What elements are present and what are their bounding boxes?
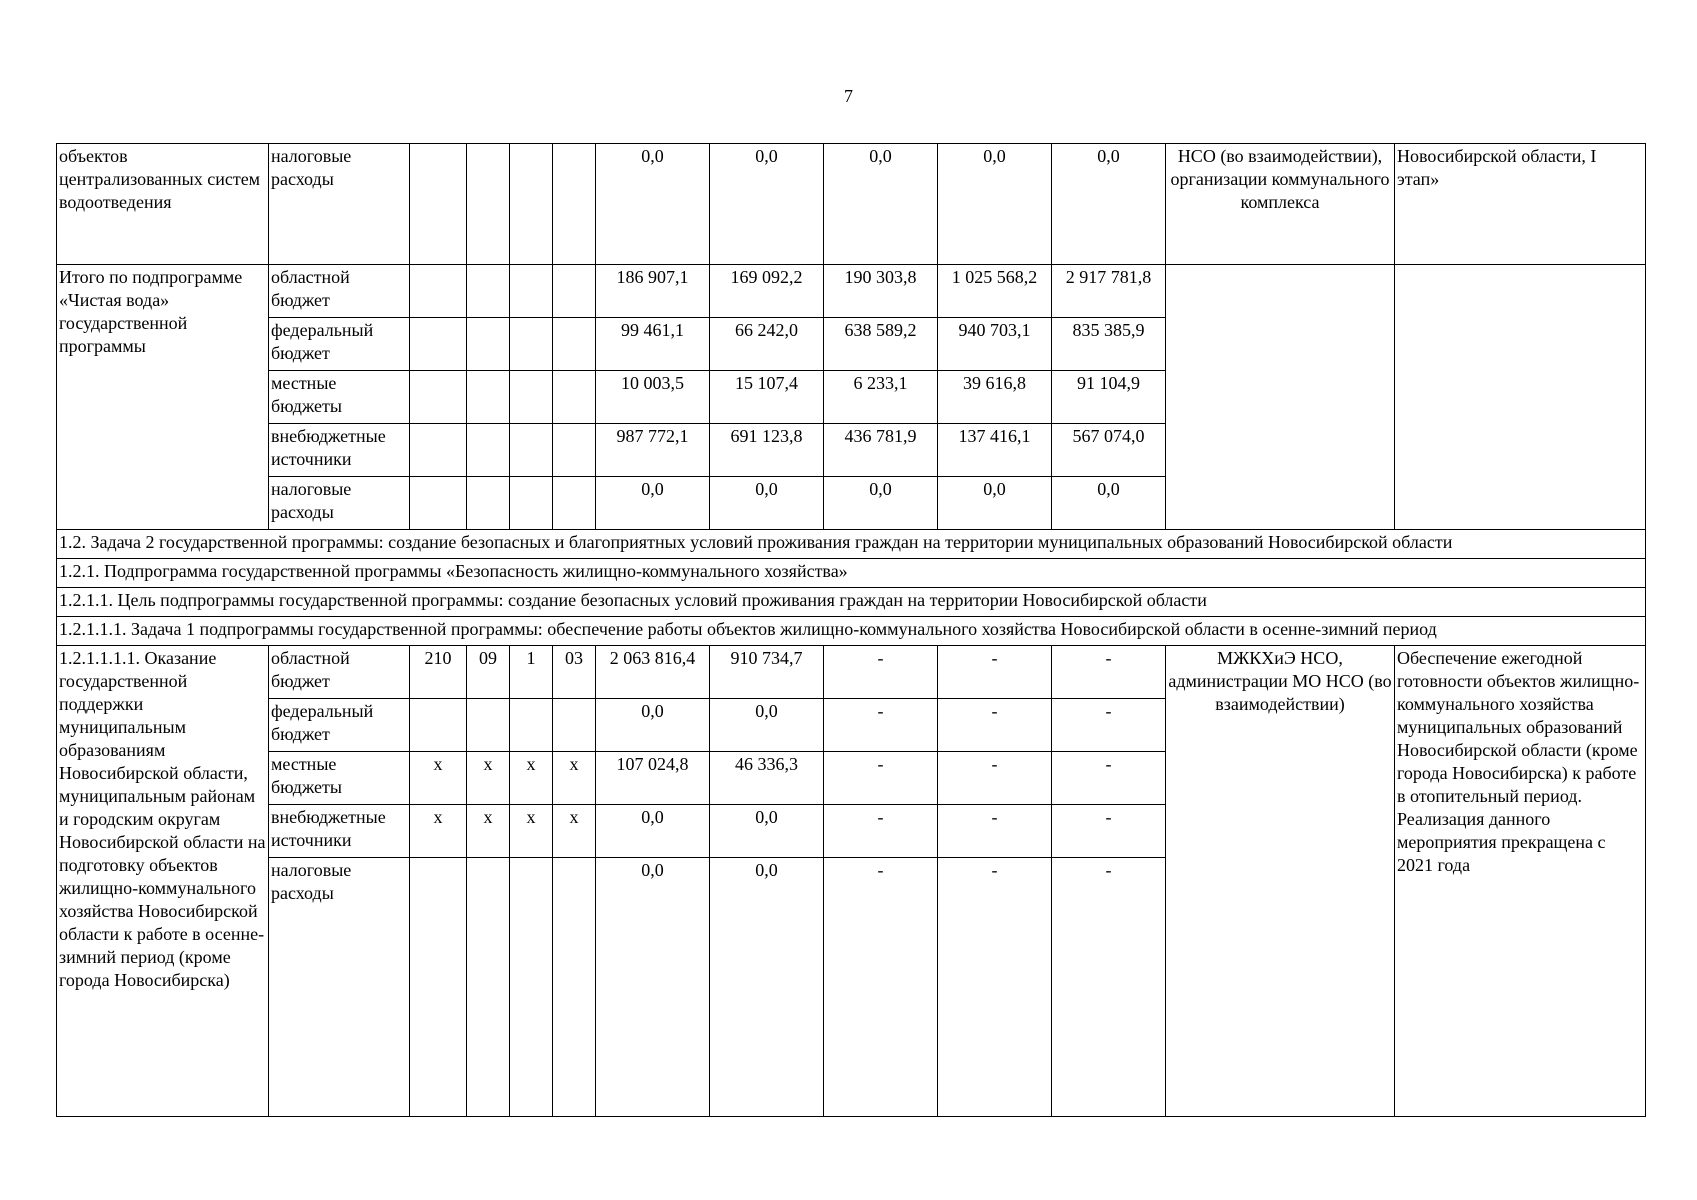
funding-source: федеральный бюджет: [269, 699, 410, 752]
value-cell: 0,0: [596, 144, 710, 265]
value-cell: -: [1052, 858, 1166, 1117]
value-cell: 10 003,5: [596, 371, 710, 424]
section-heading: 1.2.1.1.1. Задача 1 подпрограммы государственной программы: обеспечение работы объектов жилищно-коммунального хозяйства Новосибирской области в осенне-зимний период: [57, 617, 1646, 646]
funding-source: налоговые расходы: [269, 477, 410, 530]
funding-source: областной бюджет: [269, 646, 410, 699]
value-cell: -: [938, 752, 1052, 805]
code-cell: x: [467, 805, 510, 858]
funding-source: местные бюджеты: [269, 371, 410, 424]
code-cell: [553, 699, 596, 752]
value-cell: 0,0: [596, 699, 710, 752]
result-cell: Обеспечение ежегодной готовности объектов жилищно-коммунального хозяйства муниципальных образований Новосибирской области (кроме города Новосибирска) к работе в отопительный период. Реализация данного мероприятия прекращена с 2021 года: [1395, 646, 1646, 1117]
value-cell: -: [938, 805, 1052, 858]
table-row: [57, 559, 1646, 588]
value-cell: 638 589,2: [824, 318, 938, 371]
value-cell: 0,0: [824, 477, 938, 530]
value-cell: 940 703,1: [938, 318, 1052, 371]
code-cell: 09: [467, 646, 510, 699]
table-row: [57, 530, 1646, 559]
value-cell: -: [938, 699, 1052, 752]
code-cell: [467, 858, 510, 1117]
funding-source: налоговые расходы: [269, 858, 410, 1117]
code-cell: [510, 858, 553, 1117]
value-cell: -: [1052, 699, 1166, 752]
value-cell: 1 025 568,2: [938, 265, 1052, 318]
funding-source: областной бюджет: [269, 265, 410, 318]
measure-name: объектов централизованных систем водоотведения: [57, 144, 269, 265]
total-name: Итого по подпрограмме «Чистая вода» государственной программы: [57, 265, 269, 530]
value-cell: 190 303,8: [824, 265, 938, 318]
value-cell: 835 385,9: [1052, 318, 1166, 371]
executor-cell: [1166, 265, 1395, 530]
code-cell: x: [510, 805, 553, 858]
value-cell: 66 242,0: [710, 318, 824, 371]
code-cell: x: [553, 752, 596, 805]
value-cell: 0,0: [710, 699, 824, 752]
value-cell: 169 092,2: [710, 265, 824, 318]
code-cell: x: [410, 805, 467, 858]
value-cell: -: [824, 858, 938, 1117]
value-cell: 39 616,8: [938, 371, 1052, 424]
value-cell: 107 024,8: [596, 752, 710, 805]
value-cell: -: [824, 805, 938, 858]
funding-source: местные бюджеты: [269, 752, 410, 805]
code-cell: x: [510, 752, 553, 805]
funding-source: внебюджетные источники: [269, 424, 410, 477]
code-cell: 03: [553, 646, 596, 699]
table-row: [57, 646, 1646, 699]
section-heading: 1.2.1. Подпрограмма государственной программы «Безопасность жилищно-коммунального хозяйства»: [57, 559, 1646, 588]
value-cell: 2 917 781,8: [1052, 265, 1166, 318]
value-cell: 0,0: [596, 858, 710, 1117]
funding-source: федеральный бюджет: [269, 318, 410, 371]
value-cell: 0,0: [710, 477, 824, 530]
value-cell: -: [824, 752, 938, 805]
funding-source: налоговые расходы: [269, 144, 410, 265]
value-cell: -: [938, 858, 1052, 1117]
value-cell: 2 063 816,4: [596, 646, 710, 699]
table-row: [57, 144, 1646, 265]
value-cell: 910 734,7: [710, 646, 824, 699]
value-cell: 15 107,4: [710, 371, 824, 424]
measure-name: 1.2.1.1.1.1. Оказание государственной поддержки муниципальным образованиям Новосибирской области, муниципальным районам и городским округам Новосибирской области на подготовку объектов жилищно-коммунального хозяйства Новосибирской области к работе в осенне-зимний период (кроме города Новосибирска): [57, 646, 269, 1117]
value-cell: -: [1052, 752, 1166, 805]
value-cell: 0,0: [1052, 144, 1166, 265]
value-cell: 137 416,1: [938, 424, 1052, 477]
value-cell: 99 461,1: [596, 318, 710, 371]
code-cell: [553, 858, 596, 1117]
code-cell: 210: [410, 646, 467, 699]
value-cell: 0,0: [596, 477, 710, 530]
value-cell: -: [824, 699, 938, 752]
value-cell: 987 772,1: [596, 424, 710, 477]
section-heading: 1.2. Задача 2 государственной программы: создание безопасных и благоприятных условий проживания граждан на территории муниципальных образований Новосибирской области: [57, 530, 1646, 559]
table-row: [57, 265, 1646, 318]
table-row: [57, 588, 1646, 617]
funding-source: внебюджетные источники: [269, 805, 410, 858]
code-cell: x: [467, 752, 510, 805]
value-cell: 0,0: [824, 144, 938, 265]
value-cell: 0,0: [710, 858, 824, 1117]
value-cell: 0,0: [710, 144, 824, 265]
code-cell: 1: [510, 646, 553, 699]
code-cell: [510, 699, 553, 752]
executor-cell: НСО (во взаимодействии), организации коммунального комплекса: [1166, 144, 1395, 265]
result-cell: [1395, 265, 1646, 530]
value-cell: 567 074,0: [1052, 424, 1166, 477]
executor-cell: МЖКХиЭ НСО, администрации МО НСО (во взаимодействии): [1166, 646, 1395, 1117]
code-cell: x: [410, 752, 467, 805]
value-cell: -: [938, 646, 1052, 699]
value-cell: 0,0: [938, 144, 1052, 265]
value-cell: -: [1052, 646, 1166, 699]
value-cell: -: [824, 646, 938, 699]
code-cell: [410, 858, 467, 1117]
result-cell: Новосибирской области, I этап»: [1395, 144, 1646, 265]
value-cell: 91 104,9: [1052, 371, 1166, 424]
value-cell: -: [1052, 805, 1166, 858]
value-cell: 0,0: [1052, 477, 1166, 530]
value-cell: 0,0: [710, 805, 824, 858]
code-cell: [467, 699, 510, 752]
value-cell: 0,0: [938, 477, 1052, 530]
value-cell: 186 907,1: [596, 265, 710, 318]
page-number: 7: [844, 86, 853, 106]
program-table: [56, 143, 1646, 1117]
section-heading: 1.2.1.1. Цель подпрограммы государственной программы: создание безопасных условий проживания граждан на территории Новосибирской области: [57, 588, 1646, 617]
code-cell: x: [553, 805, 596, 858]
value-cell: 691 123,8: [710, 424, 824, 477]
value-cell: 0,0: [596, 805, 710, 858]
value-cell: 6 233,1: [824, 371, 938, 424]
value-cell: 436 781,9: [824, 424, 938, 477]
value-cell: 46 336,3: [710, 752, 824, 805]
table-row: [57, 617, 1646, 646]
code-cell: [410, 699, 467, 752]
